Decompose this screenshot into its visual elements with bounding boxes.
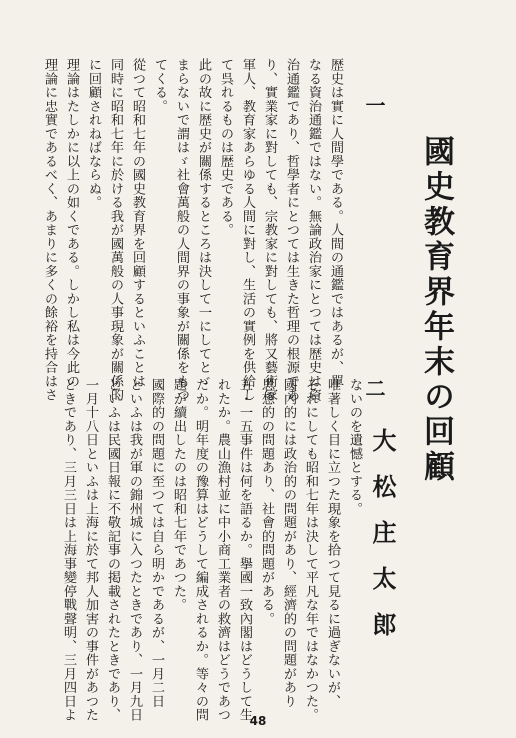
text-column: 國內的には政治的の問題があり、經濟的の問題があり (281, 378, 296, 708)
text-column: てくる。 (152, 58, 167, 113)
text-column: なる資治通鑑ではない。無論政治家にとつては歴史は資 (306, 58, 321, 402)
text-column: 從つて昭和七年の國史教育界を回顧するといふことは (130, 58, 145, 388)
text-column: 此の故に歴史が關係するところは決して一にしてとゞ (196, 58, 211, 388)
text-column: ないのを遺憾とする。 (347, 378, 362, 516)
section-number-two: 二 (362, 378, 386, 398)
text-column: 歴史は實に人間學である。人間の通鑑ではあるが、單 (328, 58, 343, 388)
text-column: 思想的の問題あり、社會的問題がある。 (259, 378, 274, 626)
text-column: 一月十八日といふは上海に於て邦人加害の事件があつた (83, 378, 98, 722)
text-column: まらないで謂はゞ社會萬般の人間界の事象が關係をもつ (174, 58, 189, 402)
page-number: 48 (249, 714, 267, 728)
article-title: 國史教育界年末の回顧 (418, 135, 454, 485)
text-column: 五・一五事件は何を語るか。擧國一致內閣はどうして生 (237, 378, 252, 722)
text-column: 唯著しく目に立つた現象を拾つて見るに過ぎないが、 (325, 378, 340, 708)
text-column: たか。明年度の豫算はどうして編成されるか。等々の問 (193, 378, 208, 722)
text-column: 治通鑑であり、哲學者にとつては生きた哲理の根源であ (284, 58, 299, 402)
text-column: 理論はたしかに以上の如くである。しかし私は今此の (64, 58, 79, 388)
text-column: 軍人、教育家あらゆる人間に對し、生活の實例を供給し (240, 58, 255, 402)
author-name: 大松庄太郎 (368, 428, 397, 658)
text-column: 同時に昭和七年に於ける我が國萬般の人事現象が關係的 (108, 58, 123, 402)
text-column: それにしても昭和七年は決して平凡な年ではなかつた。 (303, 378, 318, 722)
text-column: といふは我が軍の錦州城に入つたときであり、一月九日 (127, 378, 142, 722)
text-column: て呉れるものは歴史である。 (218, 58, 233, 237)
text-column: ときであり、三月三日は上海事變停戰聲明、三月四日よ (61, 378, 76, 722)
text-column: り、實業家に對しても、宗教家に對しても、將又藝術家 (262, 58, 277, 402)
section-number-one: 一 (362, 95, 386, 115)
text-column: 題が續出したのは昭和七年であつた。 (171, 378, 186, 612)
text-column: 國際的の問題に至つては自ら明かであるが、一月二日 (149, 378, 164, 708)
text-column: に回顧されねばならぬ。 (86, 58, 101, 210)
text-column: 理論に忠實であるべく、あまりに多くの餘裕を持合はさ (42, 58, 57, 402)
text-column: といふは民國日報に不敬記事の掲載されたときであり、 (105, 378, 120, 722)
text-column: れたか。農山漁村並に中小商工業者の救濟はどうであつ (215, 378, 230, 722)
